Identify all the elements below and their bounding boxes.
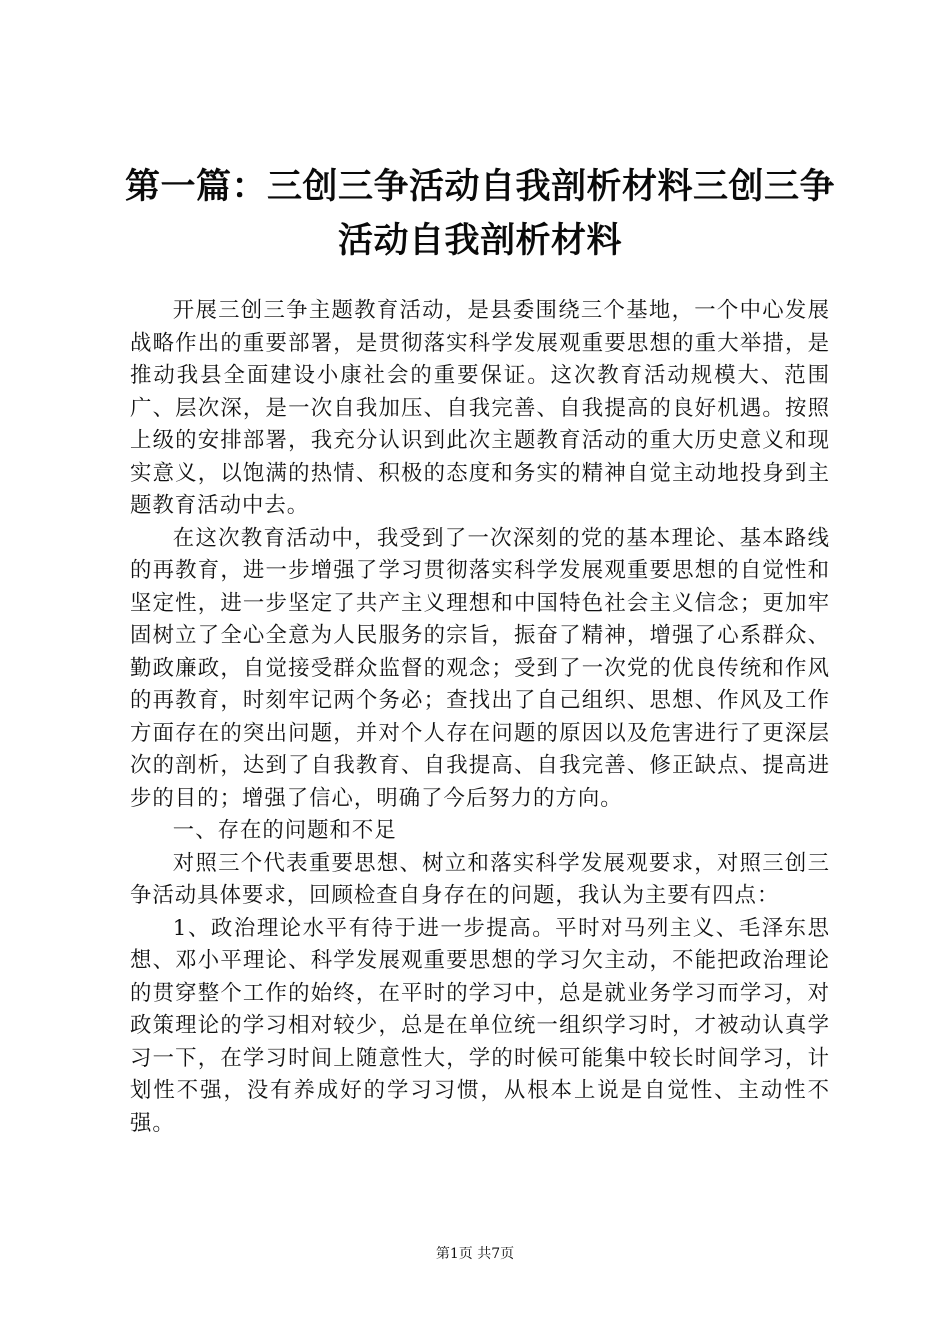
section-heading-problems: 一、存在的问题和不足	[172, 818, 397, 843]
document-body	[130, 295, 830, 1140]
page-number-footer: 第1页 共7页	[435, 1246, 515, 1262]
paragraph-intro: 开展三创三争主题教育活动，是县委围绕三个基地，一个中心发展战略作出的重要部署，是贯彻落实科学发展观重要思想的重大举措，是推动我县全面建设小康社会的重要保证。这次教育活动规模大、范围广、层次深，是一次自我加压、自我完善、自我提高的良好机遇。按照上级的安排部署，我充分认识到此次主题教育活动的重大历史意义和现实意义，以饱满的热情、积极的态度和务实的精神自觉主动地投身到主题教育活动中去。	[130, 298, 830, 518]
paragraph-point-1: 1、政治理论水平有待于进一步提高。平时对马列主义、毛泽东思想、邓小平理论、科学发展观重要思想的学习欠主动，不能把政治理论的贯穿整个工作的始终，在平时的学习中，总是就业务学习而学习，对政策理论的学习相对较少，总是在单位统一组织学习时，才被动认真学习一下，在学习时间上随意性大，学的时候可能集中较长时间学习，计划性不强，没有养成好的学习习惯，从根本上说是自觉性、主动性不强。	[130, 915, 830, 1136]
paragraph-education: 在这次教育活动中，我受到了一次深刻的党的基本理论、基本路线的再教育，进一步增强了学习贯彻落实科学发展观重要思想的自觉性和坚定性，进一步坚定了共产主义理想和中国特色社会主义信念；更加牢固树立了全心全意为人民服务的宗旨，振奋了精神，增强了心系群众、勤政廉政，自觉接受群众监督的观念；受到了一次党的优良传统和作风的再教育，时刻牢记两个务必；查找出了自己组织、思想、作风及工作方面存在的突出问题，并对个人存在问题的原因以及危害进行了更深层次的剖析，达到了自我教育、自我提高、自我完善、修正缺点、提高进步的目的；增强了信心，明确了今后努力的方向。	[130, 525, 830, 811]
paragraph-review: 对照三个代表重要思想、树立和落实科学发展观要求，对照三创三争活动具体要求，回顾检查自身存在的问题，我认为主要有四点：	[130, 850, 830, 908]
document-title: 第一篇：三创三争活动自我剖析材料三创三争活动自我剖析材料	[125, 167, 836, 261]
